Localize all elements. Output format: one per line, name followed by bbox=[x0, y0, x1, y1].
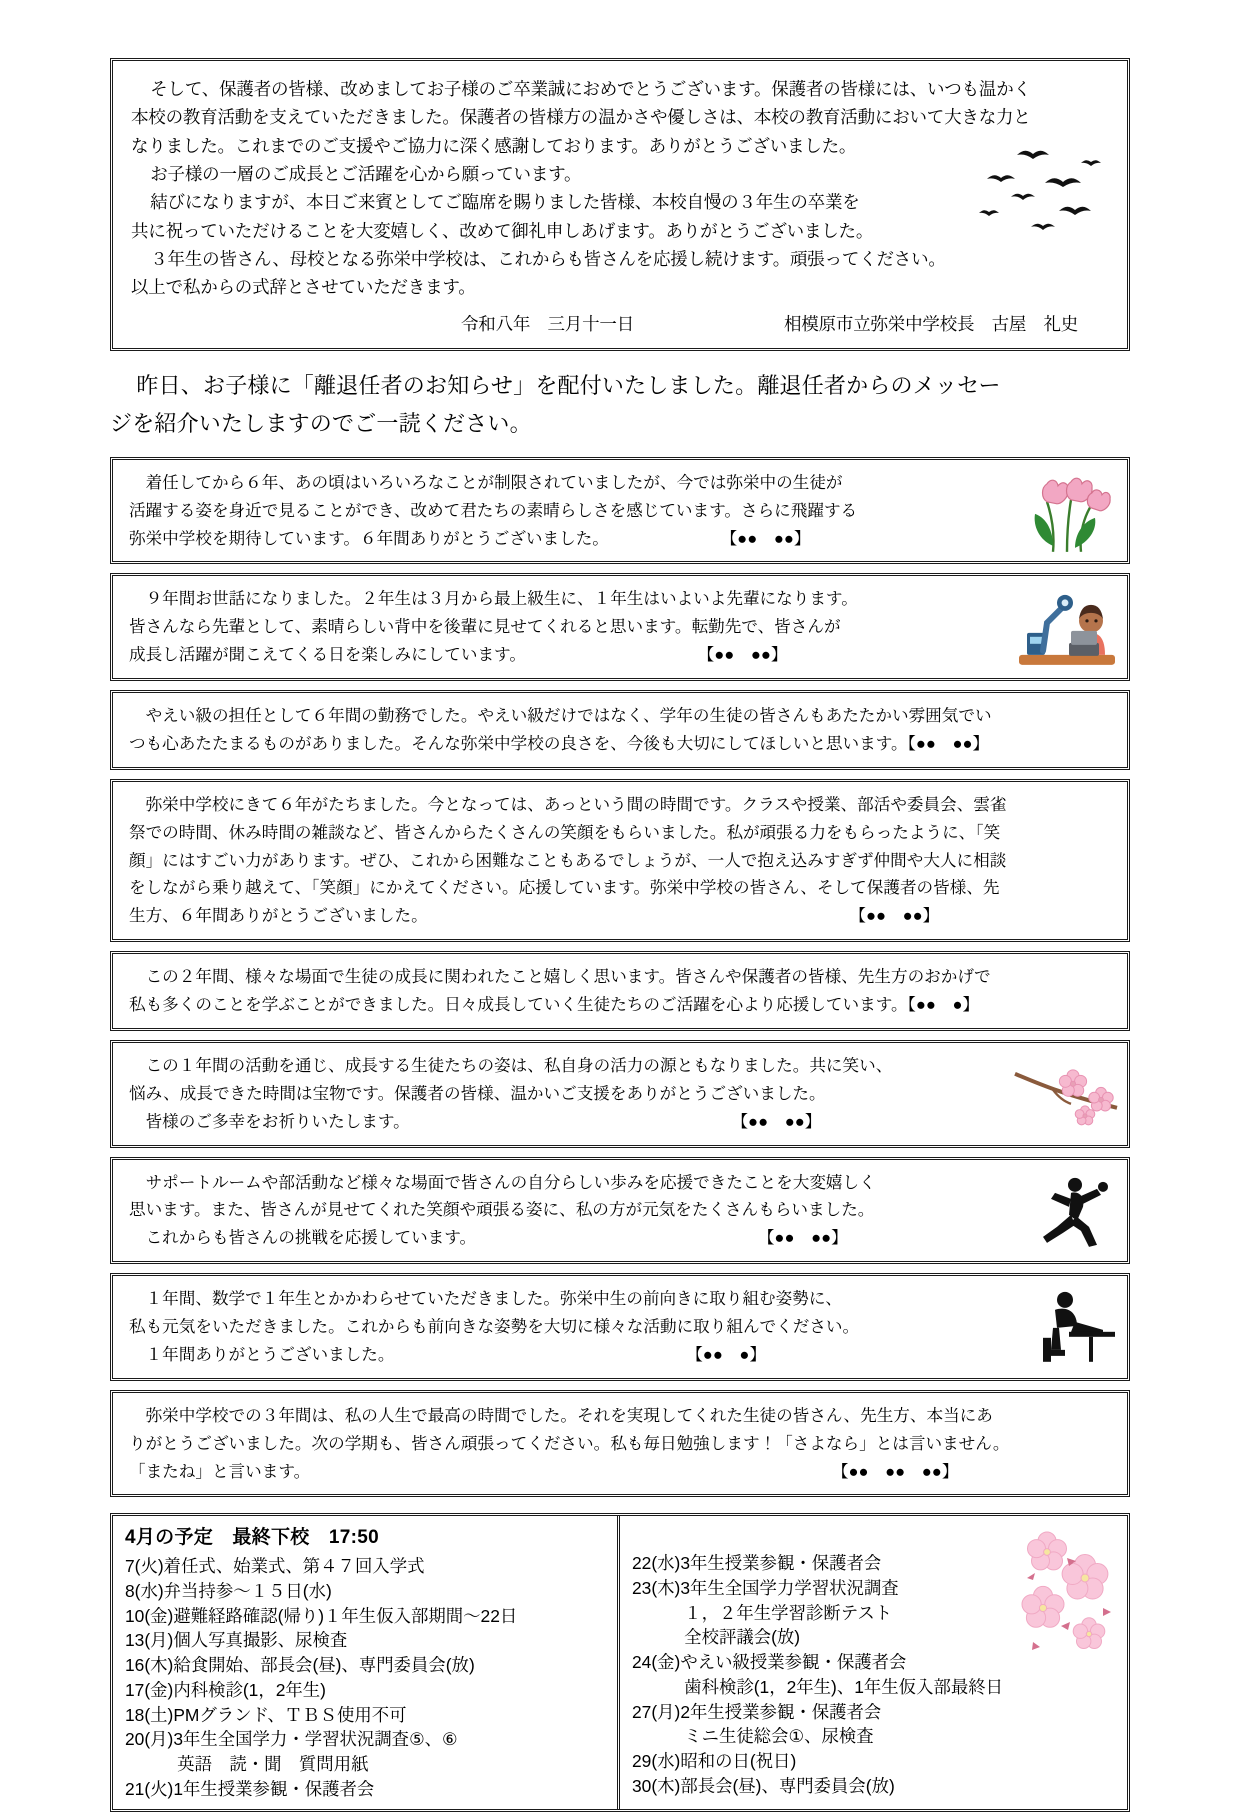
message-line bbox=[129, 1224, 1012, 1252]
message-signature: 【●● ●●】 bbox=[739, 1111, 822, 1131]
schedule-item: 20(月)3年生全国学力・学習状況調査⑤、⑥ bbox=[125, 1729, 458, 1750]
message-signature: 【●● ●●】 bbox=[857, 906, 940, 926]
message-line bbox=[129, 1108, 1017, 1136]
schedule-item: 英語 読・聞 質問用紙 bbox=[125, 1753, 369, 1774]
message-text: 生方、６年間ありがとうございました。 bbox=[129, 906, 428, 926]
greeting-line-7: ３年生の皆さん、母校となる弥栄中学校は、これからも皆さんを応援し続けます。頑張ってください。 bbox=[150, 249, 946, 270]
message-signature: 【●● ●】 bbox=[694, 1344, 767, 1364]
message-line: 顔」にはすごい力があります。ぜひ、これから困難なこともあるでしょうが、一人で抱え込みすぎず仲間や大人に相談 bbox=[129, 850, 1007, 870]
runner-icon bbox=[1013, 1164, 1121, 1258]
schedule-item: 全校評議会(放) bbox=[632, 1627, 801, 1648]
message-line: 祭での時間、休み時間の雑談など、皆さんからたくさんの笑顔をもらいました。私が頑張る力をもらったように、「笑 bbox=[129, 822, 1001, 842]
message-line: をしながら乗り越えて、「笑顔」にかえてください。応援しています。弥栄中学校の皆さん、そして保護者の皆様、先 bbox=[129, 878, 1000, 898]
message-line: 弥栄中学校での３年間は、私の人生で最高の時間でした。それを実現してくれた生徒の皆さん、先生方、本当にあ bbox=[129, 1405, 993, 1425]
greeting-line-3: なりました。これまでのご支援やご協力に深く感謝しております。ありがとうございました。 bbox=[131, 135, 857, 156]
sakura-blossom-icon bbox=[1003, 1522, 1123, 1672]
message-line: 着任してから６年、あの頃はいろいろなことが制限されていましたが、今では弥栄中の生徒が bbox=[129, 472, 843, 492]
schedule-right-column bbox=[620, 1516, 1127, 1809]
message-line bbox=[129, 1458, 1113, 1486]
greeting-line-5: 結びになりますが、本日ご来賓としてご臨席を賜りました皆様、本校自慢の３年生の卒業を bbox=[150, 192, 860, 213]
schedule-item: 8(水)弁当持参〜１５日(水) bbox=[125, 1581, 332, 1602]
schedule-item: 29(水)昭和の日(祝日) bbox=[632, 1751, 797, 1771]
message-line: １年間、数学で１年生とかかわらせていただきました。弥栄中生の前向きに取り組む姿勢に、 bbox=[129, 1289, 843, 1309]
message-line bbox=[129, 525, 1007, 553]
message-line: やえい級の担任として６年間の勤務でした。やえい級だけではなく、学年の生徒の皆さんもあたたかい雰囲気でい bbox=[129, 706, 992, 725]
message-text: これからも皆さんの挑戦を応援しています。 bbox=[129, 1228, 477, 1248]
schedule-item: 歯科検診(1，2年生)、1年生仮入部最終日 bbox=[632, 1676, 1004, 1697]
message-box bbox=[110, 1390, 1130, 1498]
schedule-item: 7(火)着任式、始業式、第４７回入学式 bbox=[125, 1556, 425, 1577]
schedule-left-column bbox=[113, 1516, 620, 1809]
intro-paragraph bbox=[110, 367, 1130, 443]
message-text: 皆様のご多幸をお祈りいたします。 bbox=[129, 1111, 410, 1131]
sakura-branch-icon bbox=[1013, 1047, 1121, 1141]
message-line: 皆さんなら先輩として、素晴らしい背中を後輩に見せてくれると思います。転勤先で、皆さんが bbox=[129, 617, 841, 637]
message-box bbox=[110, 1273, 1130, 1381]
tulips-icon bbox=[1013, 464, 1121, 558]
message-text: １年間ありがとうございました。 bbox=[129, 1344, 395, 1364]
schedule-item: 16(木)給食開始、部長会(昼)、専門委員会(放) bbox=[125, 1655, 475, 1676]
intro-line-1: 昨日、お子様に「離退任者のお知らせ」を配付いたしました。離退任者からのメッセー bbox=[136, 373, 1001, 399]
signature-principal-name: 相模原市立弥栄中学校長 古屋 礼史 bbox=[784, 313, 1079, 334]
message-line: つも心あたたまるものがありました。そんな弥栄中学校の良さを、今後も大切にしてほしいと思います。【●● ●●】 bbox=[129, 733, 990, 753]
signature-date: 令和八年 三月十一日 bbox=[461, 313, 634, 334]
message-box bbox=[110, 690, 1130, 770]
signature-row bbox=[131, 310, 1109, 338]
message-text: 弥栄中学校を期待しています。６年間ありがとうございました。 bbox=[129, 528, 609, 548]
message-line: ９年間お世話になりました。２年生は３月から最上級生に、１年生はいよいよ先輩になります。 bbox=[129, 589, 858, 609]
schedule-item: 24(金)やえい級授業参観・保護者会 bbox=[632, 1652, 907, 1673]
message-line: 私も元気をいただきました。これからも前向きな姿勢を大切に様々な活動に取り組んでください。 bbox=[129, 1317, 860, 1336]
message-box bbox=[110, 1040, 1130, 1148]
message-signature: 【●● ●●】 bbox=[728, 528, 811, 548]
teacher-messages-list bbox=[110, 457, 1130, 1498]
schedule-item: ミニ生徒総会①、尿検査 bbox=[632, 1726, 874, 1747]
message-line: 活躍する姿を身近で見ることができ、改めて君たちの素晴らしさを感じています。さらに飛躍する bbox=[129, 500, 858, 520]
greeting-line-4: お子様の一層のご成長とご活躍を心から願っています。 bbox=[150, 164, 582, 185]
message-line: 悩み、成長できた時間は宝物です。保護者の皆様、温かいご支援をありがとうございました。 bbox=[129, 1083, 826, 1103]
schedule-item: 27(月)2年生授業参観・保護者会 bbox=[632, 1701, 882, 1722]
flying-birds-icon bbox=[973, 135, 1113, 240]
message-box bbox=[110, 457, 1130, 565]
schedule-item: 13(月)個人写真撮影、尿検査 bbox=[125, 1630, 348, 1651]
message-line: りがとうございました。次の学期も、皆さん頑張ってください。私も毎日勉強します！「さよなら」とは言いません。 bbox=[129, 1433, 1010, 1453]
message-box bbox=[110, 1157, 1130, 1265]
message-line bbox=[129, 641, 1007, 669]
message-line: 私も多くのことを学ぶことができました。日々成長していく生徒たちのご活躍を心より応援しています。【●● ●】 bbox=[129, 995, 980, 1014]
student-desk-icon bbox=[1013, 1280, 1121, 1374]
robot-girl-icon bbox=[1013, 580, 1121, 674]
schedule-item: 23(木)3年生全国学力学習状況調査 bbox=[632, 1578, 899, 1599]
schedule-item: 18(土)PMグランド、ＴＢＳ使用不可 bbox=[125, 1704, 407, 1725]
message-line bbox=[129, 902, 1113, 930]
message-line: 思います。また、皆さんが見せてくれた笑顔や頑張る姿に、私の方が元気をたくさんもらいました。 bbox=[129, 1200, 875, 1220]
message-signature: 【●● ●●】 bbox=[766, 1228, 848, 1248]
schedule-item: １，２年生学習診断テスト bbox=[632, 1602, 893, 1623]
message-box bbox=[110, 951, 1130, 1031]
schedule-item: 30(木)部長会(昼)、専門委員会(放) bbox=[632, 1775, 895, 1796]
message-signature: 【●● ●● ●●】 bbox=[840, 1461, 959, 1481]
schedule-item: 22(水)3年生授業参観・保護者会 bbox=[632, 1553, 882, 1574]
message-text: 成長し活躍が聞こえてくる日を楽しみにしています。 bbox=[129, 645, 526, 665]
message-text: 「またね」と言います。 bbox=[129, 1461, 311, 1481]
greeting-line-8: 以上で私からの式辞とさせていただきます。 bbox=[131, 277, 476, 298]
greeting-line-1: そして、保護者の皆様、改めましてお子様のご卒業誠におめでとうございます。保護者の皆様には、いつも温かく bbox=[150, 79, 1031, 99]
principal-greeting-box bbox=[110, 58, 1130, 351]
message-line bbox=[129, 1341, 1012, 1369]
intro-line-2: ジを紹介いたしますのでご一読ください。 bbox=[110, 410, 532, 436]
message-line: サポートルームや部活動など様々な場面で皆さんの自分らしい歩みを応援できたことを大変嬉しく bbox=[129, 1172, 876, 1192]
schedule-item: 21(火)1年生授業参観・保護者会 bbox=[125, 1778, 375, 1799]
message-box bbox=[110, 573, 1130, 681]
message-signature: 【●● ●●】 bbox=[705, 645, 788, 665]
greeting-line-2: 本校の教育活動を支えていただきました。保護者の皆様方の温かさや優しさは、本校の教育活動において大きな力と bbox=[131, 107, 1031, 128]
message-box bbox=[110, 779, 1130, 942]
message-line: この１年間の活動を通じ、成長する生徒たちの姿は、私自身の活力の源ともなりました。共に笑い、 bbox=[129, 1055, 893, 1075]
schedule-item: 17(金)内科検診(1，2年生) bbox=[125, 1679, 326, 1700]
message-line: 弥栄中学校にきて６年がたちました。今となっては、あっという間の時間です。クラスや授業、部活や委員会、雲雀 bbox=[129, 794, 1007, 814]
schedule-item: 10(金)避難経路確認(帰り)１年生仮入部期間〜22日 bbox=[125, 1605, 518, 1626]
message-line: この２年間、様々な場面で生徒の成長に関われたこと嬉しく思います。皆さんや保護者の皆様、先生方のおかげで bbox=[129, 967, 991, 987]
schedule-title: 4月の予定 最終下校 17:50 bbox=[125, 1527, 379, 1549]
april-schedule-table bbox=[110, 1513, 1130, 1812]
greeting-line-6: 共に祝っていただけることを大変嬉しく、改めて御礼申しあげます。ありがとうございました。 bbox=[131, 220, 874, 241]
